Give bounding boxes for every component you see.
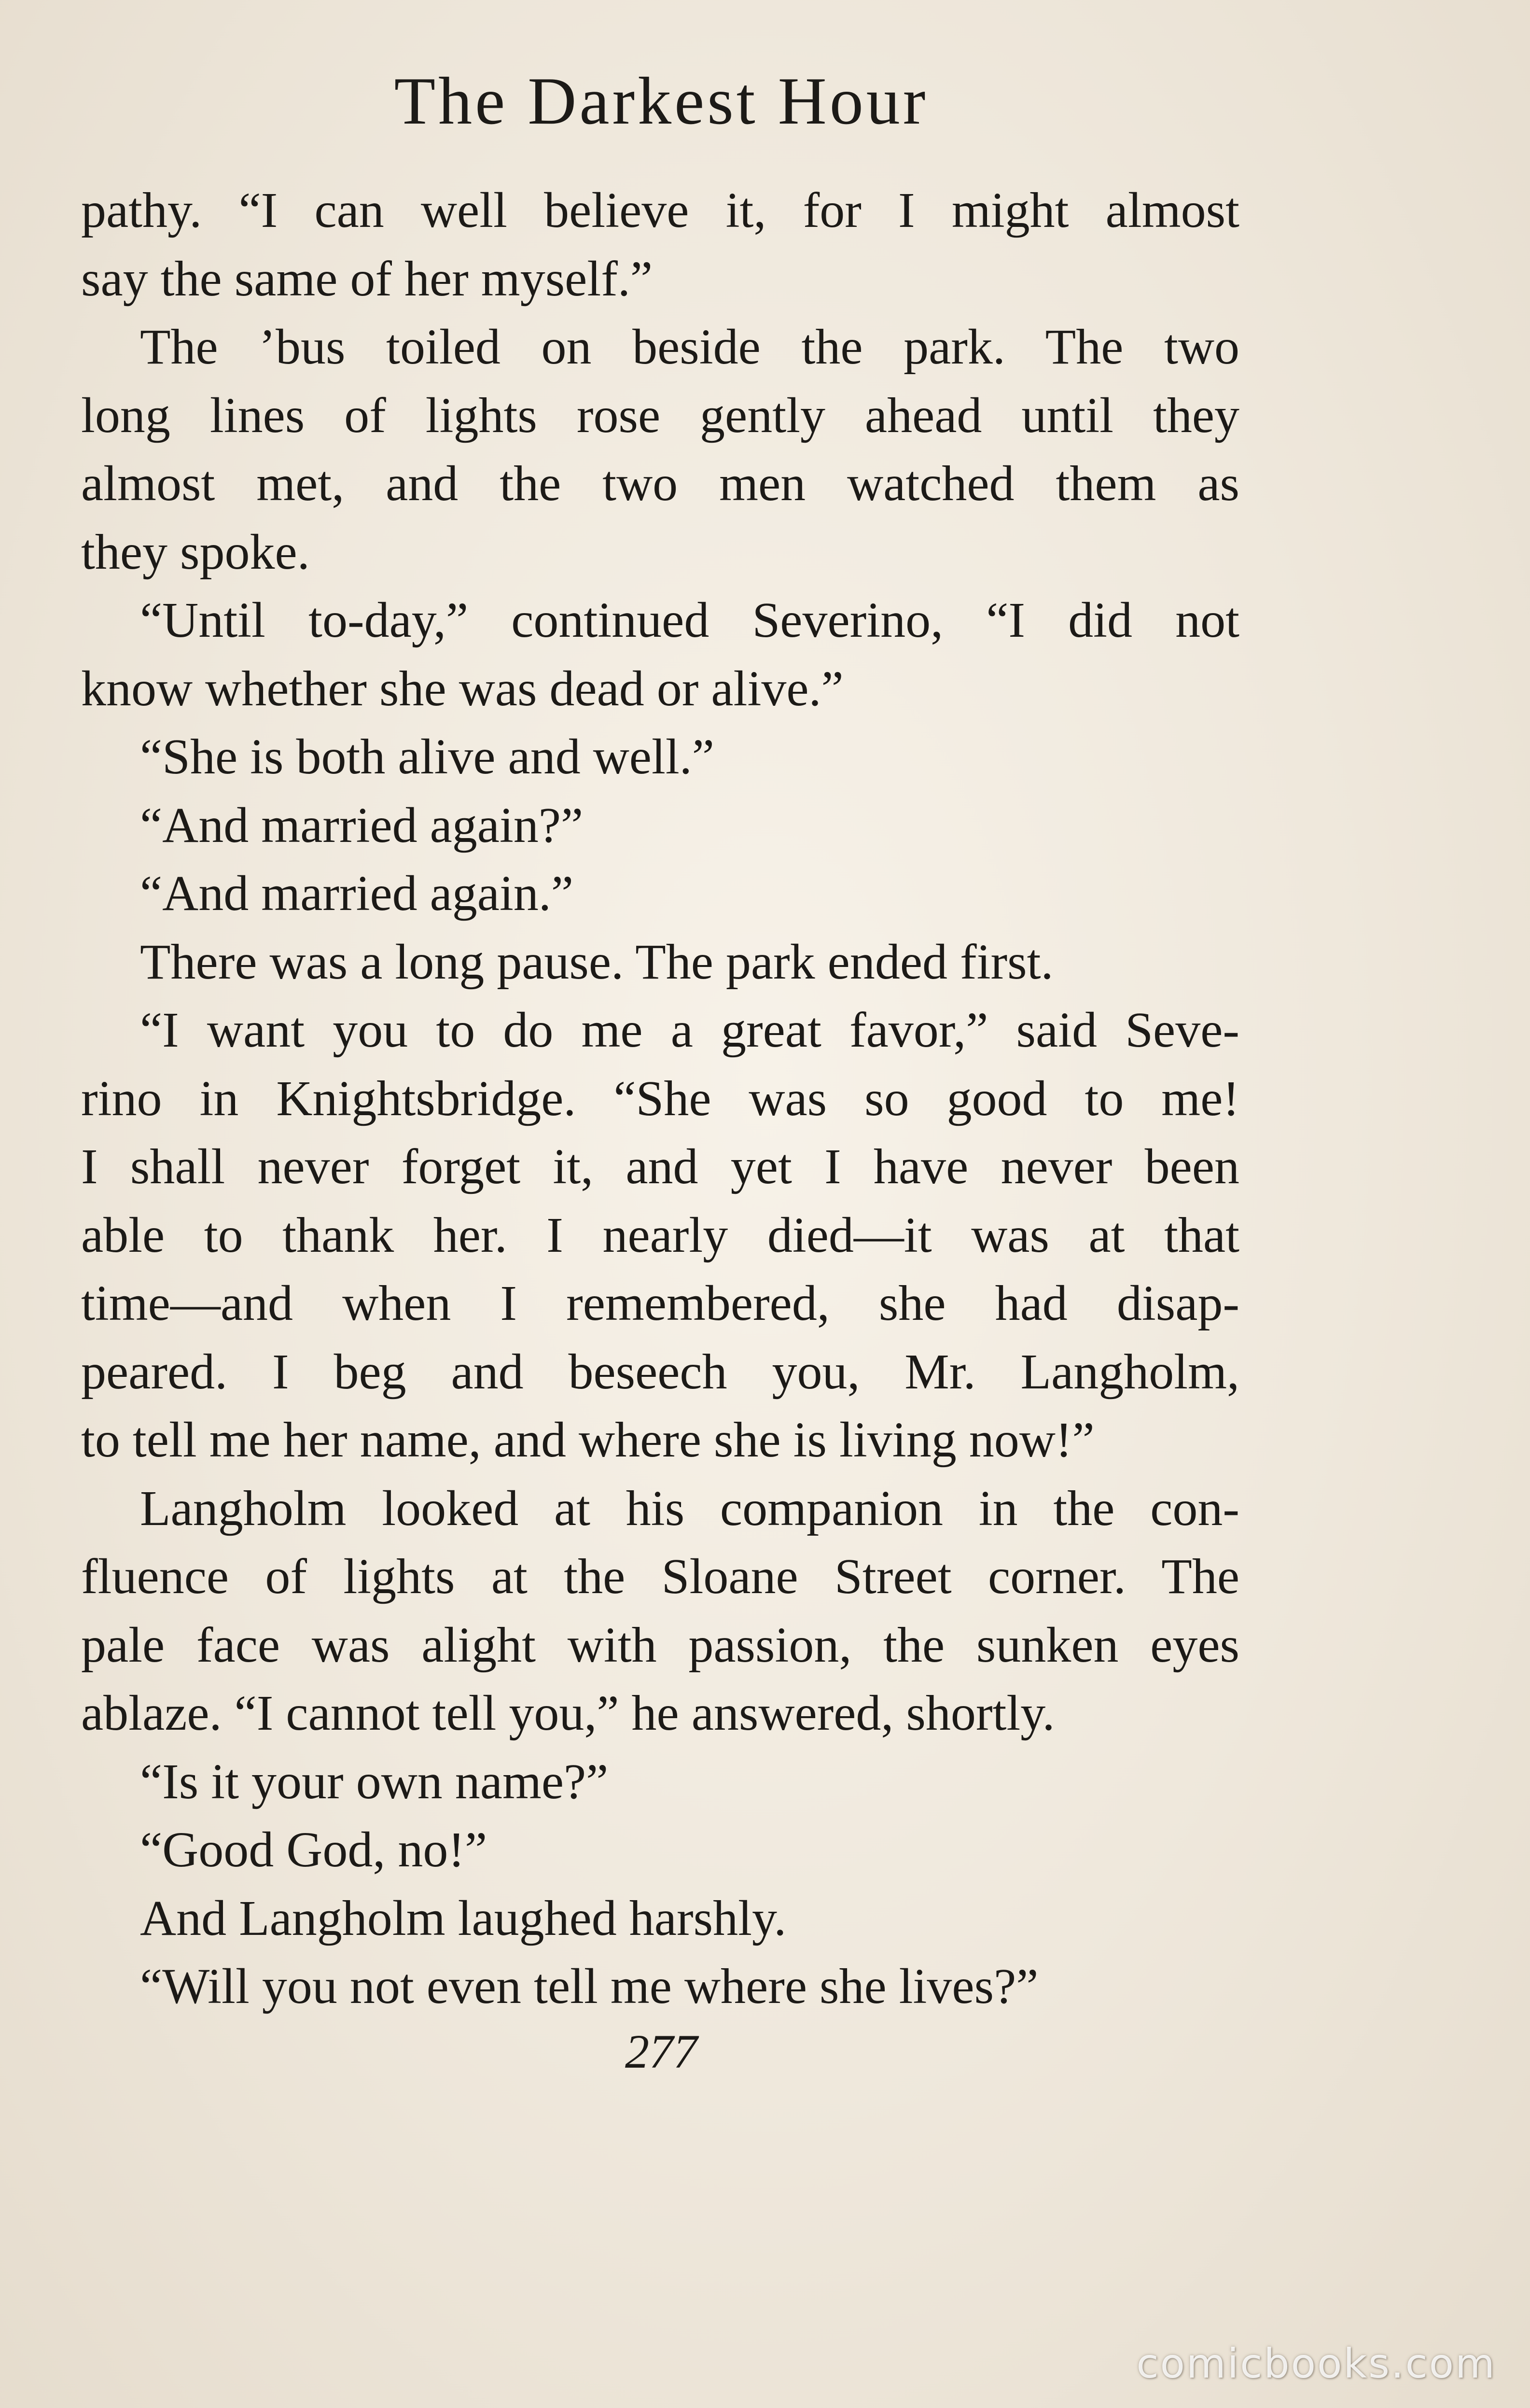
text-line: pathy. “I can well believe it, for I might almost (81, 182, 1239, 238)
text-line: “Good God, no!” (140, 1822, 487, 1877)
text-line: “And married again.” (140, 866, 574, 921)
text-line: “And married again?” (140, 797, 584, 853)
text-line: rino in Knightsbridge. “She was so good to me! (81, 1070, 1239, 1126)
text-line: time—and when I remembered, she had disap- (81, 1275, 1239, 1331)
text-line: “She is both alive and well.” (140, 729, 714, 784)
text-line: they spoke. (81, 524, 310, 580)
text-line: “I want you to do me a great favor,” said Seve- (140, 1002, 1239, 1058)
text-line: “Is it your own name?” (140, 1753, 609, 1809)
watermark: comicbooks.com (1136, 2340, 1496, 2387)
text-line: And Langholm laughed harshly. (140, 1890, 787, 1946)
body-text (81, 176, 1239, 2021)
text-line: The ’bus toiled on beside the park. The two (140, 319, 1239, 375)
text-line: Langholm looked at his companion in the con- (140, 1480, 1239, 1536)
text-line: say the same of her myself.” (81, 251, 653, 307)
text-line: long lines of lights rose gently ahead until they (81, 387, 1239, 443)
text-line: There was a long pause. The park ended first. (140, 934, 1054, 990)
text-line: peared. I beg and beseech you, Mr. Langholm, (81, 1344, 1239, 1400)
text-line: fluence of lights at the Sloane Street corner. The (81, 1549, 1239, 1604)
text-line: able to thank her. I nearly died—it was at that (81, 1207, 1239, 1263)
text-line: almost met, and the two men watched them as (81, 456, 1239, 511)
text-line: I shall never forget it, and yet I have never been (81, 1139, 1239, 1194)
running-head: The Darkest Hour (394, 64, 929, 139)
text-line: “Until to-day,” continued Severino, “I did not (140, 592, 1239, 648)
text-line: to tell me her name, and where she is living now!” (81, 1412, 1095, 1468)
text-line: know whether she was dead or alive.” (81, 660, 844, 716)
text-line: “Will you not even tell me where she lives?” (140, 1959, 1039, 2014)
page-number: 277 (625, 2025, 697, 2078)
text-line: pale face was alight with passion, the sunken eyes (81, 1617, 1239, 1673)
text-line: ablaze. “I cannot tell you,” he answered, shortly. (81, 1685, 1055, 1741)
